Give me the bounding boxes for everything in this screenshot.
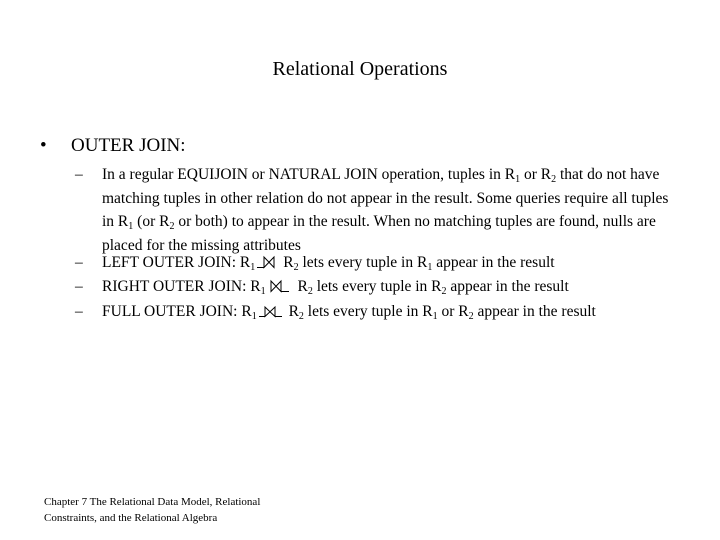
sub-item-text: FULL OUTER JOIN: $R_1$ $R_2$ lets every tuple in $R_1$ or $R_2$ appear in the result <box>102 303 596 322</box>
bullet-symbol: • <box>40 135 47 156</box>
right-outer-join-icon <box>266 279 294 293</box>
sub-item-text: LEFT OUTER JOIN: $R_1$ $R_2$ lets every tuple in $R_1$ appear in the result <box>102 254 555 273</box>
footer-line-1: Chapter 7 The Relational Data Model, Relational <box>44 496 261 508</box>
left-outer-join-icon <box>255 255 283 269</box>
footer-line-2: Constraints, and the Relational Algebra <box>44 511 218 524</box>
dash-symbol: – <box>75 278 83 295</box>
full-outer-join-icon <box>257 304 285 318</box>
dash-symbol: – <box>75 303 83 320</box>
slide-footer <box>44 495 344 526</box>
dash-symbol: – <box>75 254 83 271</box>
slide-title: Relational Operations <box>272 58 448 80</box>
sub-item-text: In a regular EQUIJOIN or NATURAL JOIN operation, tuples in $R_1$ or $R_2$ that do not have matching tuples in other relation do not appear in the result. Some queries require all tuples in $R_1$ (or $R_2$ or both) to appear in the result. When no matching tuples are found, nulls are placed for the missing attributes <box>102 166 669 254</box>
sub-item-text: RIGHT OUTER JOIN: $R_1$ $R_2$ lets every tuple in $R_2$ appear in the result <box>102 278 569 297</box>
dash-symbol: – <box>75 166 83 183</box>
bullet-text: OUTER JOIN: <box>71 135 186 156</box>
